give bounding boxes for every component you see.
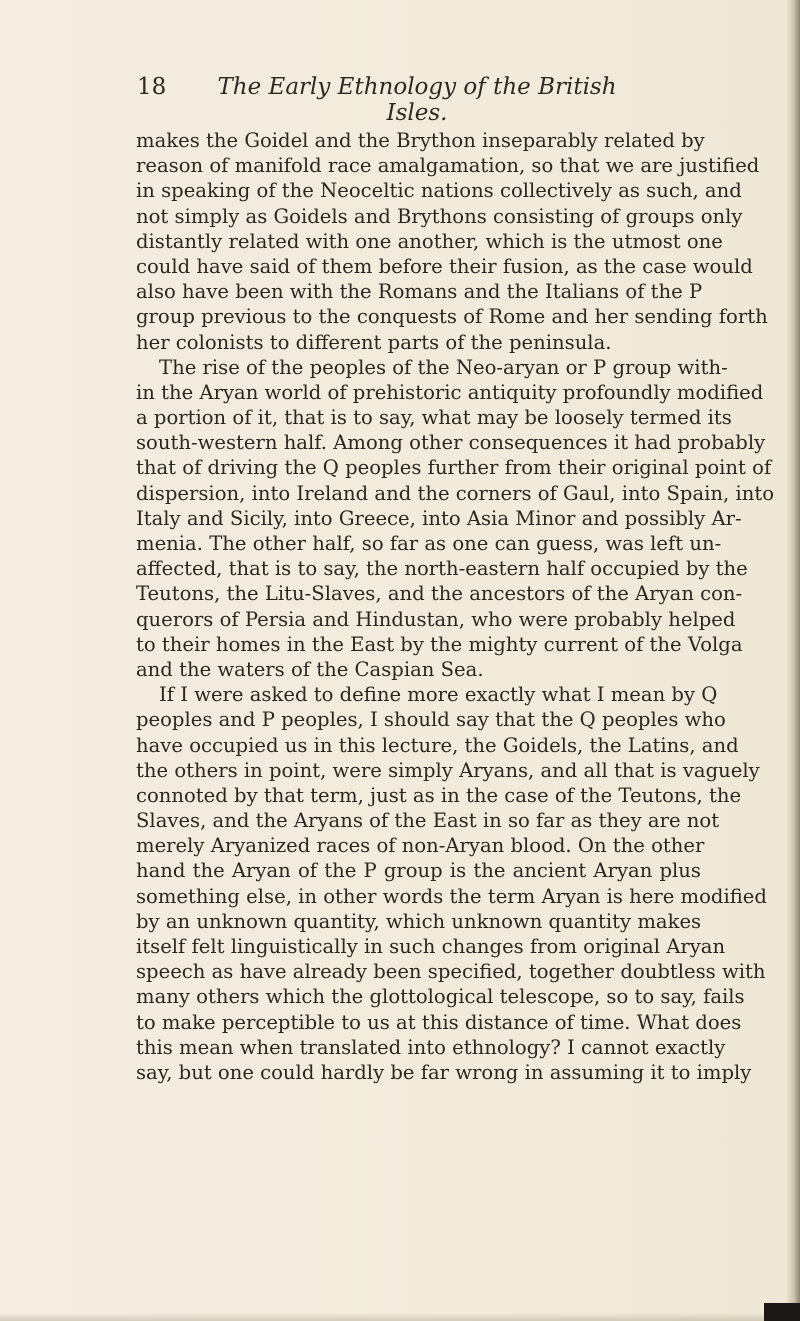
text-line: querors of Persia and Hindustan, who were probably helped bbox=[136, 607, 736, 631]
text-line: have occupied us in this lecture, the Goidels, the Latins, and bbox=[136, 733, 739, 757]
text-line: something else, in other words the term Aryan is here modified bbox=[136, 884, 767, 908]
text-line: If I were asked to define more exactly what I mean by Q bbox=[159, 683, 718, 707]
text-line: reason of manifold race amalgamation, so that we are justified bbox=[136, 154, 760, 178]
text-line: Italy and Sicily, into Greece, into Asia Minor and possibly Ar- bbox=[136, 506, 742, 530]
text-line: merely Aryanized races of non-Aryan blood. On the other bbox=[136, 834, 705, 858]
text-line: hand the Aryan of the P group is the ancient Aryan plus bbox=[136, 859, 701, 883]
text-line: could have said of them before their fusion, as the case would bbox=[136, 254, 753, 278]
text-line: makes the Goidel and the Brython inseparably related by bbox=[136, 129, 705, 152]
body-text bbox=[136, 128, 775, 1085]
page-number: 18 bbox=[137, 74, 167, 100]
text-line: the others in point, were simply Aryans, and all that is vaguely bbox=[136, 758, 760, 782]
text-line: affected, that is to say, the north-eastern half occupied by the bbox=[136, 557, 748, 581]
text-line: many others which the glottological telescope, so to say, fails bbox=[136, 985, 745, 1009]
scan-corner-mark bbox=[764, 1303, 800, 1321]
text-line: The rise of the peoples of the Neo-aryan or P group with- bbox=[159, 355, 728, 379]
text-line: speech as have already been specified, together doubtless with bbox=[136, 960, 766, 984]
text-line: also have been with the Romans and the Italians of the P bbox=[136, 280, 703, 304]
text-line: distantly related with one another, which is the utmost one bbox=[136, 229, 723, 253]
text-line: and the waters of the Caspian Sea. bbox=[136, 657, 484, 681]
text-line: to make perceptible to us at this distance of time. What does bbox=[136, 1010, 742, 1034]
running-header bbox=[137, 74, 697, 126]
text-line: group previous to the conquests of Rome and her sending forth bbox=[136, 305, 768, 329]
text-line: say, but one could hardly be far wrong in assuming it to imply bbox=[136, 1060, 752, 1084]
running-title: The Early Ethnology of the British Isles. bbox=[217, 74, 617, 126]
text-line: this mean when translated into ethnology? I cannot exactly bbox=[136, 1035, 726, 1059]
text-line: not simply as Goidels and Brythons consisting of groups only bbox=[136, 204, 743, 228]
text-line: to their homes in the East by the mighty current of the Volga bbox=[136, 632, 743, 656]
text-line: dispersion, into Ireland and the corners of Gaul, into Spain, into bbox=[136, 481, 775, 505]
text-line: Slaves, and the Aryans of the East in so far as they are not bbox=[136, 809, 720, 833]
text-line: menia. The other half, so far as one can guess, was left un- bbox=[136, 532, 722, 555]
page-edge-shadow bbox=[786, 0, 800, 1321]
text-line: peoples and P peoples, I should say that the Q peoples who bbox=[136, 708, 726, 732]
text-line: Teutons, the Litu-Slaves, and the ancestors of the Aryan con- bbox=[136, 582, 743, 606]
text-line: itself felt linguistically in such changes from original Aryan bbox=[136, 935, 726, 958]
text-line: by an unknown quantity, which unknown quantity makes bbox=[136, 909, 702, 933]
text-line: that of driving the Q peoples further from their original point of bbox=[136, 456, 772, 480]
text-line: a portion of it, that is to say, what may be loosely termed its bbox=[136, 406, 732, 430]
text-line: her colonists to different parts of the peninsula. bbox=[136, 330, 612, 354]
page-bottom-shadow bbox=[0, 1313, 800, 1321]
text-line: south-western half. Among other consequences it had probably bbox=[136, 431, 766, 455]
text-line: in the Aryan world of prehistoric antiquity profoundly modified bbox=[136, 380, 764, 404]
text-line: in speaking of the Neoceltic nations collectively as such, and bbox=[136, 179, 742, 203]
text-line: connoted by that term, just as in the case of the Teutons, the bbox=[136, 783, 742, 807]
